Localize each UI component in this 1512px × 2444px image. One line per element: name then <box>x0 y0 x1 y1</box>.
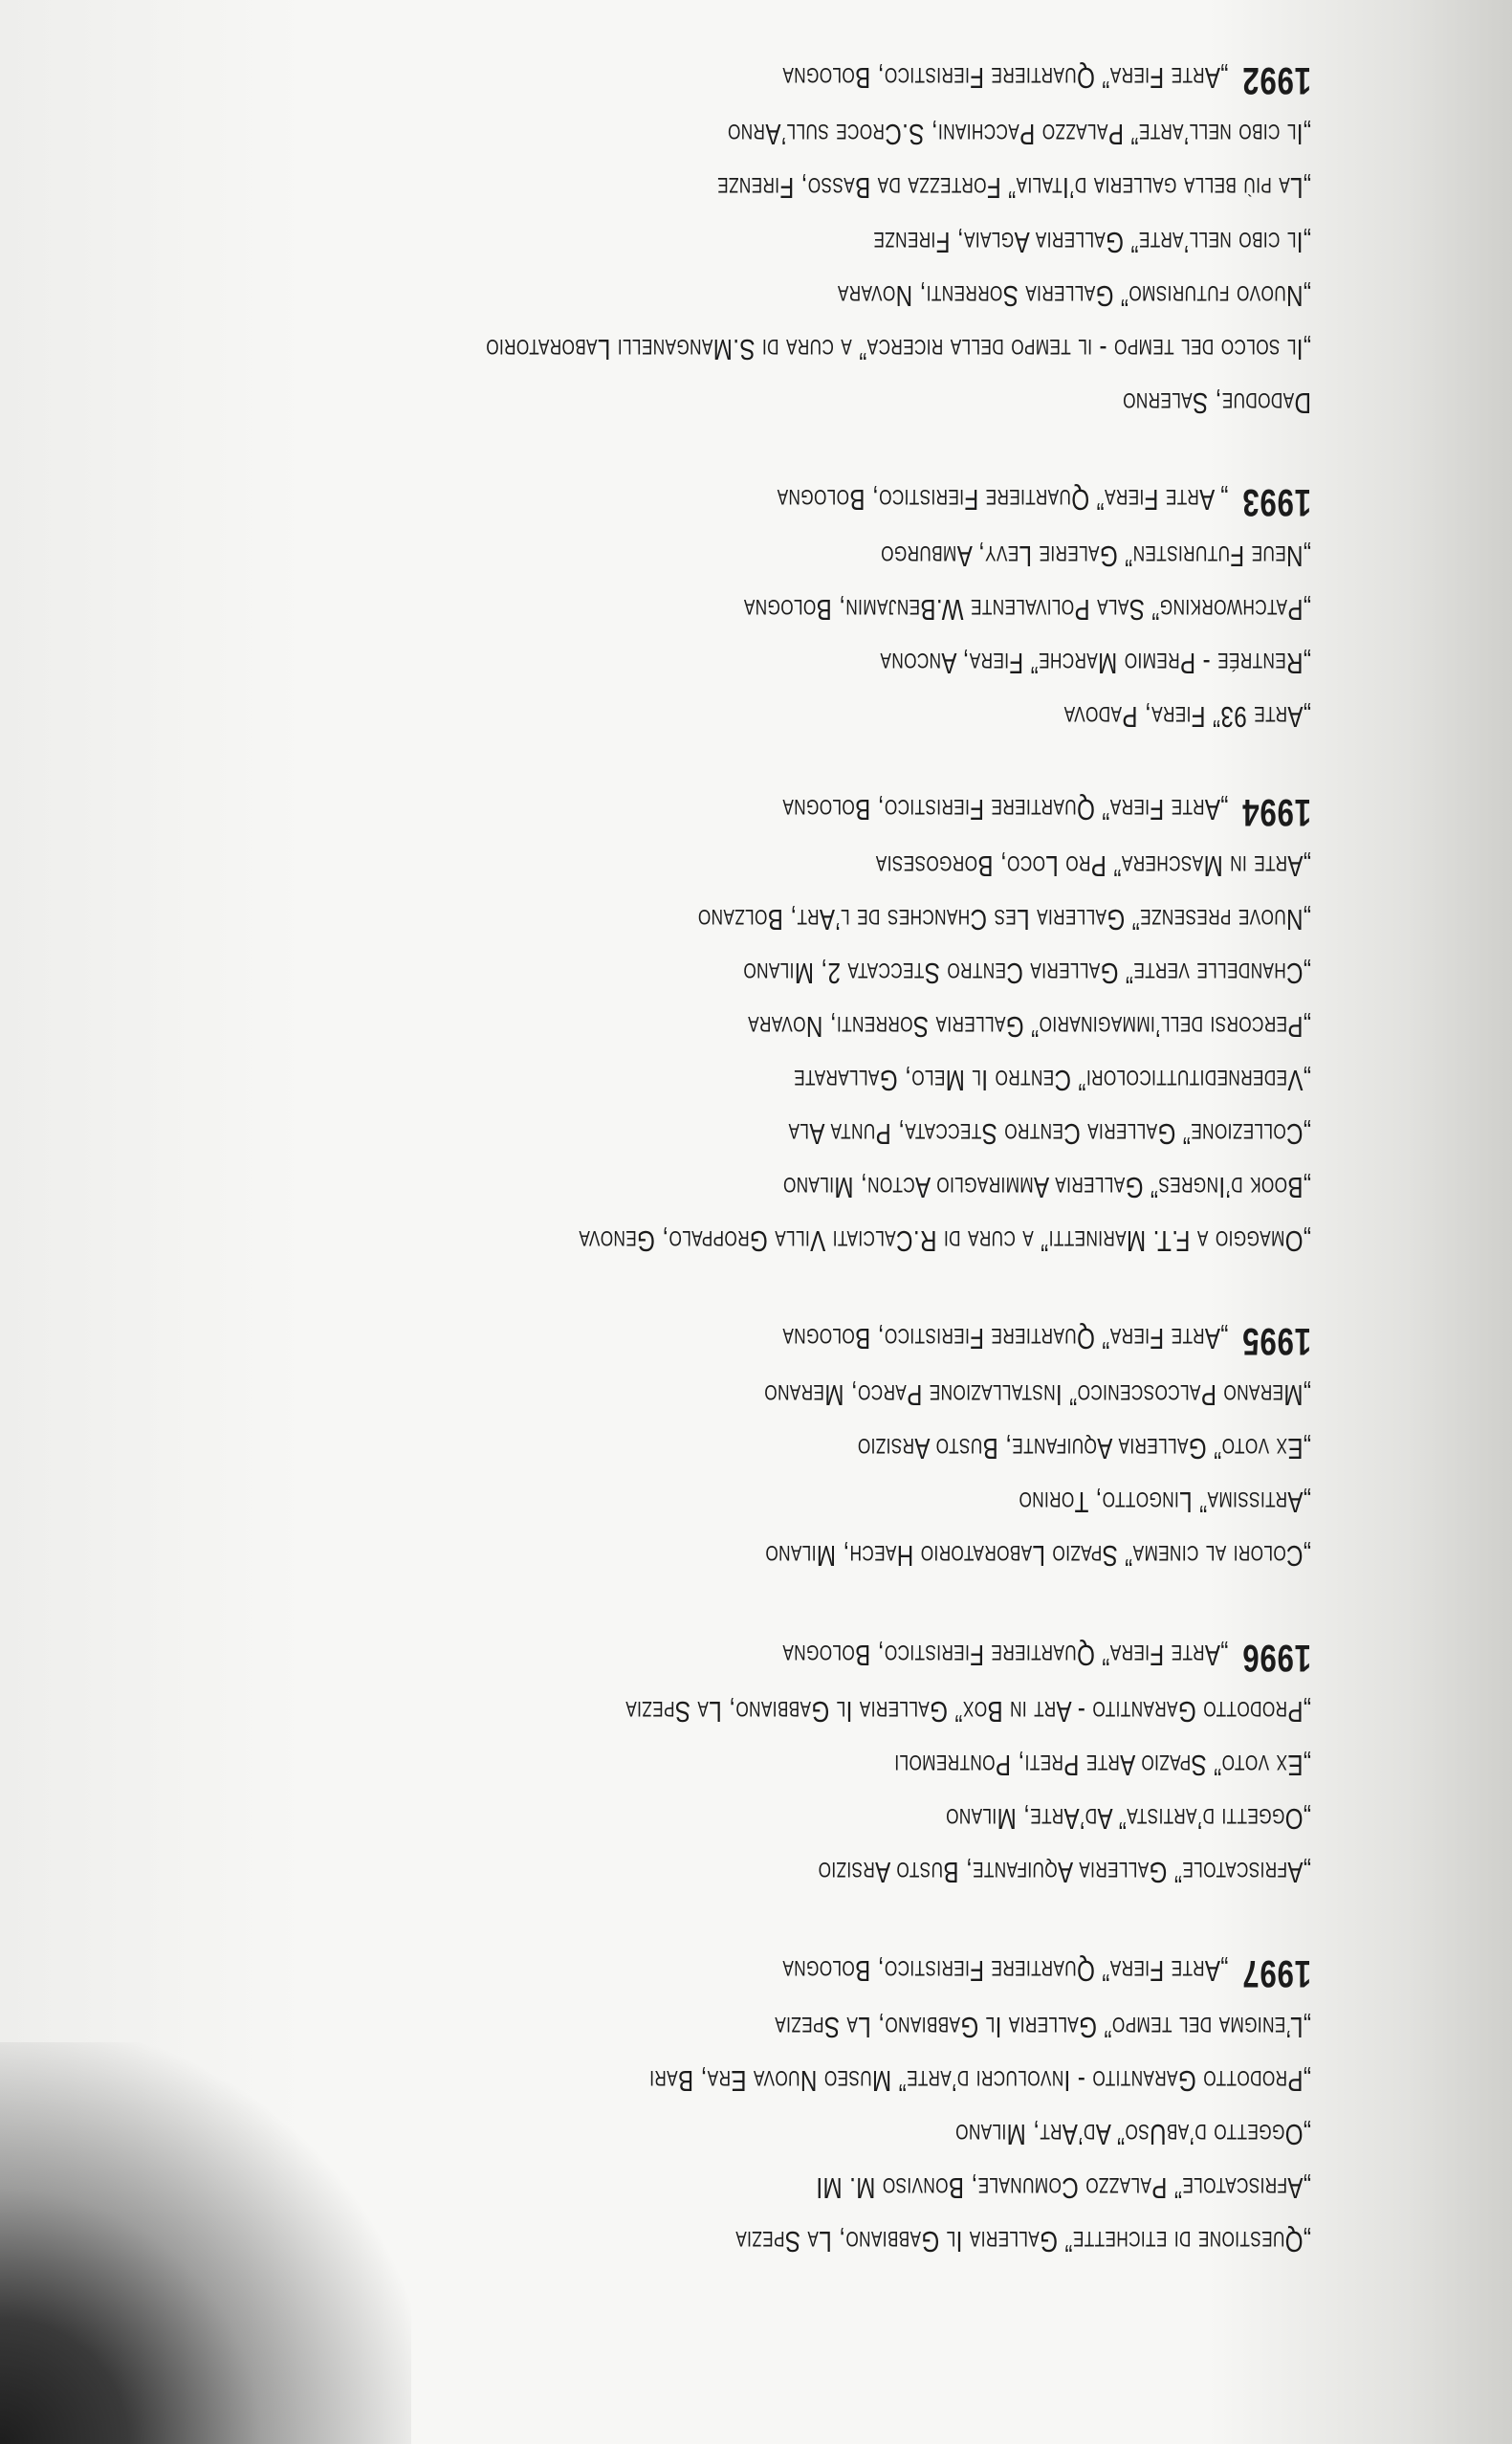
year-label-1992: 1992 <box>1241 59 1311 101</box>
entry-1994-3 <box>341 904 1311 935</box>
entry-text: „Merano Palcoscenico” Installazione Parco, Merano <box>763 1378 1311 1412</box>
entry-1994-1 <box>341 791 1311 833</box>
entry-text: „Arte Fiera” Quartiere Fieristico, Bologna <box>782 793 1229 826</box>
entry-1993-1 <box>341 481 1311 523</box>
entry-1992-7 <box>341 387 1311 418</box>
entry-text: „Il cibo nell’arte” Palazzo Pacchiani, S.Croce sull’Arno <box>727 118 1311 151</box>
entry-1994-6 <box>341 1065 1311 1095</box>
entry-1997-6 <box>341 2226 1311 2257</box>
entry-1993-2 <box>341 540 1311 571</box>
entry-1997-4 <box>341 2119 1311 2149</box>
entry-text: „Book d’Ingres” Galleria Ammiraglio Acton, Milano <box>782 1171 1311 1204</box>
entry-1996-3 <box>341 1750 1311 1780</box>
entry-1996-2 <box>341 1696 1311 1727</box>
entry-text: „Afriscatole” Galleria Aquifante, Busto Arsizio <box>818 1856 1311 1889</box>
entry-1997-3 <box>341 2065 1311 2096</box>
entry-text: „Collezione” Galleria Centro Steccata, Punta Ala <box>788 1117 1311 1151</box>
entry-text: „Arte 93” Fiera, Padova <box>1063 700 1311 734</box>
year-label-1995: 1995 <box>1241 1320 1311 1362</box>
entry-1994-4 <box>341 958 1311 988</box>
entry-text: „Nuove presenze” Galleria Les Chanches de l’Art, Bolzano <box>697 903 1311 936</box>
entry-1993-5 <box>341 701 1311 732</box>
entry-1992-6 <box>341 334 1311 364</box>
entry-text: „Ex voto” Galleria Aquifante, Busto Arsizio <box>857 1432 1311 1465</box>
entry-text: „Colori al cinema” Spazio Laboratorio Haech, Milano <box>764 1539 1311 1573</box>
entry-1997-2 <box>341 2012 1311 2042</box>
entry-text: „Afriscatole” Palazzo Comunale, Bonviso M. MI <box>815 2171 1311 2205</box>
entry-1996-1 <box>341 1637 1311 1679</box>
entry-text: „ Arte Fiera” Quartiere Fieristico, Bologna <box>777 483 1229 517</box>
entry-text: „Ex voto” Spazio Arte Preti, Pontremoli <box>893 1749 1311 1782</box>
entry-1994-7 <box>341 1118 1311 1149</box>
entry-text: „Arte Fiera” Quartiere Fieristico, Bologna <box>782 61 1229 95</box>
entry-1995-2 <box>341 1379 1311 1410</box>
entry-1995-4 <box>341 1486 1311 1517</box>
entry-1995-5 <box>341 1540 1311 1571</box>
year-label-1993: 1993 <box>1241 481 1311 523</box>
entry-1996-4 <box>341 1803 1311 1834</box>
entry-1995-1 <box>341 1320 1311 1362</box>
entry-1992-5 <box>341 280 1311 311</box>
entry-text: „Arte in Maschera” Pro Loco, Borgosesia <box>875 849 1311 883</box>
entry-1994-5 <box>341 1011 1311 1042</box>
year-label-1994: 1994 <box>1241 791 1311 833</box>
entry-1994-9 <box>341 1225 1311 1256</box>
entry-1992-2 <box>341 119 1311 149</box>
entry-1994-2 <box>341 850 1311 881</box>
entry-text: „Rentrée - Premio Marche” Fiera, Ancona <box>880 647 1311 680</box>
entry-text: „Questione di etichette” Galleria Il Gabbiano, La Spezia <box>734 2225 1311 2258</box>
entry-1997-1 <box>341 1952 1311 1994</box>
entry-text: „L’enigma del tempo” Galleria Il Gabbiano, La Spezia <box>774 2011 1311 2044</box>
entry-text: „Omaggio a F.T. Marinetti” a cura di R.Calciati Villa Groppalo, Genova <box>578 1224 1311 1258</box>
entry-1993-3 <box>341 594 1311 625</box>
year-label-1997: 1997 <box>1241 1952 1311 1994</box>
entry-1992-1 <box>341 59 1311 101</box>
entry-1997-5 <box>341 2172 1311 2203</box>
entry-text: „Vederneditutticolori” Centro Il Melo, Gallarate <box>793 1064 1311 1097</box>
entry-1992-3 <box>341 172 1311 203</box>
entry-1995-3 <box>341 1433 1311 1464</box>
entry-text: „Patchworking” Sala Polivalente W.Benjamin, Bologna <box>743 593 1311 627</box>
entry-1996-5 <box>341 1857 1311 1887</box>
entry-text: „Oggetto d’abUso” Ad’Art, Milano <box>954 2118 1311 2151</box>
entry-text: „Arte Fiera” Quartiere Fieristico, Bologna <box>782 1954 1229 1988</box>
entry-text: „Chandelle verte” Galleria Centro Steccata 2, Milano <box>742 957 1311 990</box>
entry-text: „Nuovo futurismo” Galleria Sorrenti, Novara <box>837 279 1311 313</box>
entry-text: „Arte Fiera” Quartiere Fieristico, Bologna <box>782 1322 1229 1355</box>
entry-1994-8 <box>341 1172 1311 1202</box>
entry-text: „Artissima” Lingotto, Torino <box>1019 1486 1311 1519</box>
entry-1992-4 <box>341 227 1311 257</box>
entry-text: „La più bella galleria d’Italia” Fortezza da Basso, Firenze <box>716 171 1311 205</box>
entry-text: „Il cibo nell’arte” Galleria Aglaia, Firenze <box>873 226 1311 259</box>
entry-text: Dadodue, Salerno <box>1122 386 1311 420</box>
entry-text: „Prodotto Garantito - Involucri d’arte” Museo Nuova Era, Bari <box>648 2064 1311 2098</box>
entry-text: „Arte Fiera” Quartiere Fieristico, Bologna <box>782 1639 1229 1672</box>
entry-text: „Prodotto Garantito - Art in Box” Galleria Il Gabbiano, La Spezia <box>625 1695 1311 1728</box>
year-label-1996: 1996 <box>1241 1637 1311 1679</box>
entry-text: „Neue Futuristen” Galerie Levy, Amburgo <box>880 539 1311 573</box>
entry-text: „Percorsi dell’immaginario” Galleria Sorrenti, Novara <box>747 1010 1311 1044</box>
entry-1993-4 <box>341 648 1311 678</box>
entry-text: „Il solco del tempo - il tempo della ricerca” a cura di S.Manganelli Laboratorio <box>485 333 1311 366</box>
entry-text: „Oggetti d’artista” Ad’Arte, Milano <box>945 1802 1311 1836</box>
